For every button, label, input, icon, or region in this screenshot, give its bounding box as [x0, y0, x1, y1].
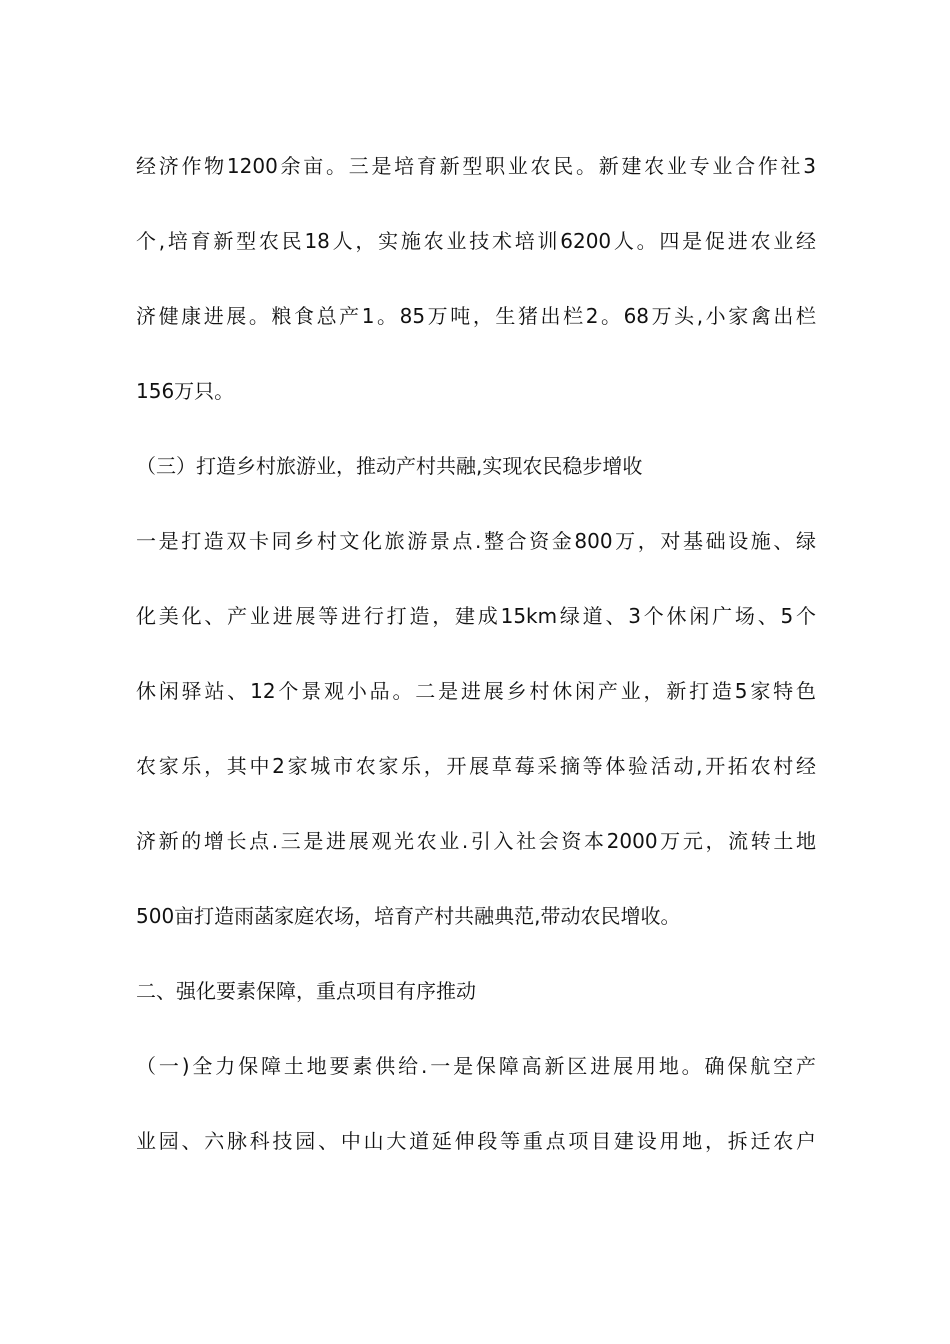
paragraph-line: （一)全力保障土地要素供给.一是保障高新区进展用地。确保航空产 [136, 1054, 816, 1078]
paragraph-line: 济新的增长点.三是进展观光农业.引入社会资本2000万元，流转土地 [136, 829, 816, 853]
paragraph-line: 休闲驿站、12个景观小品。二是进展乡村休闲产业，新打造5家特色 [136, 679, 816, 703]
paragraph-line: 农家乐，其中2家城市农家乐，开展草莓采摘等体验活动,开拓农村经 [136, 754, 816, 778]
document-body [136, 144, 816, 1194]
section-heading: 二、强化要素保障，重点项目有序推动 [136, 979, 476, 1003]
section-heading: （三）打造乡村旅游业，推动产村共融,实现农民稳步增收 [136, 454, 643, 478]
paragraph-line: 化美化、产业进展等进行打造，建成15km绿道、3个休闲广场、5个 [136, 604, 816, 628]
paragraph-line: 经济作物1200余亩。三是培育新型职业农民。新建农业专业合作社3 [136, 154, 816, 178]
paragraph-line: 500亩打造雨菡家庭农场，培育产村共融典范,带动农民增收。 [136, 904, 681, 928]
paragraph-line: 156万只。 [136, 379, 235, 403]
paragraph-line: 个,培育新型农民18人，实施农业技术培训6200人。四是促进农业经 [136, 229, 816, 253]
paragraph-line: 济健康进展。粮食总产1。85万吨，生猪出栏2。68万头,小家禽出栏 [136, 304, 816, 328]
paragraph-line: 业园、六脉科技园、中山大道延伸段等重点项目建设用地，拆迁农户 [136, 1129, 816, 1153]
paragraph-line: 一是打造双卡同乡村文化旅游景点.整合资金800万，对基础设施、绿 [136, 529, 816, 553]
